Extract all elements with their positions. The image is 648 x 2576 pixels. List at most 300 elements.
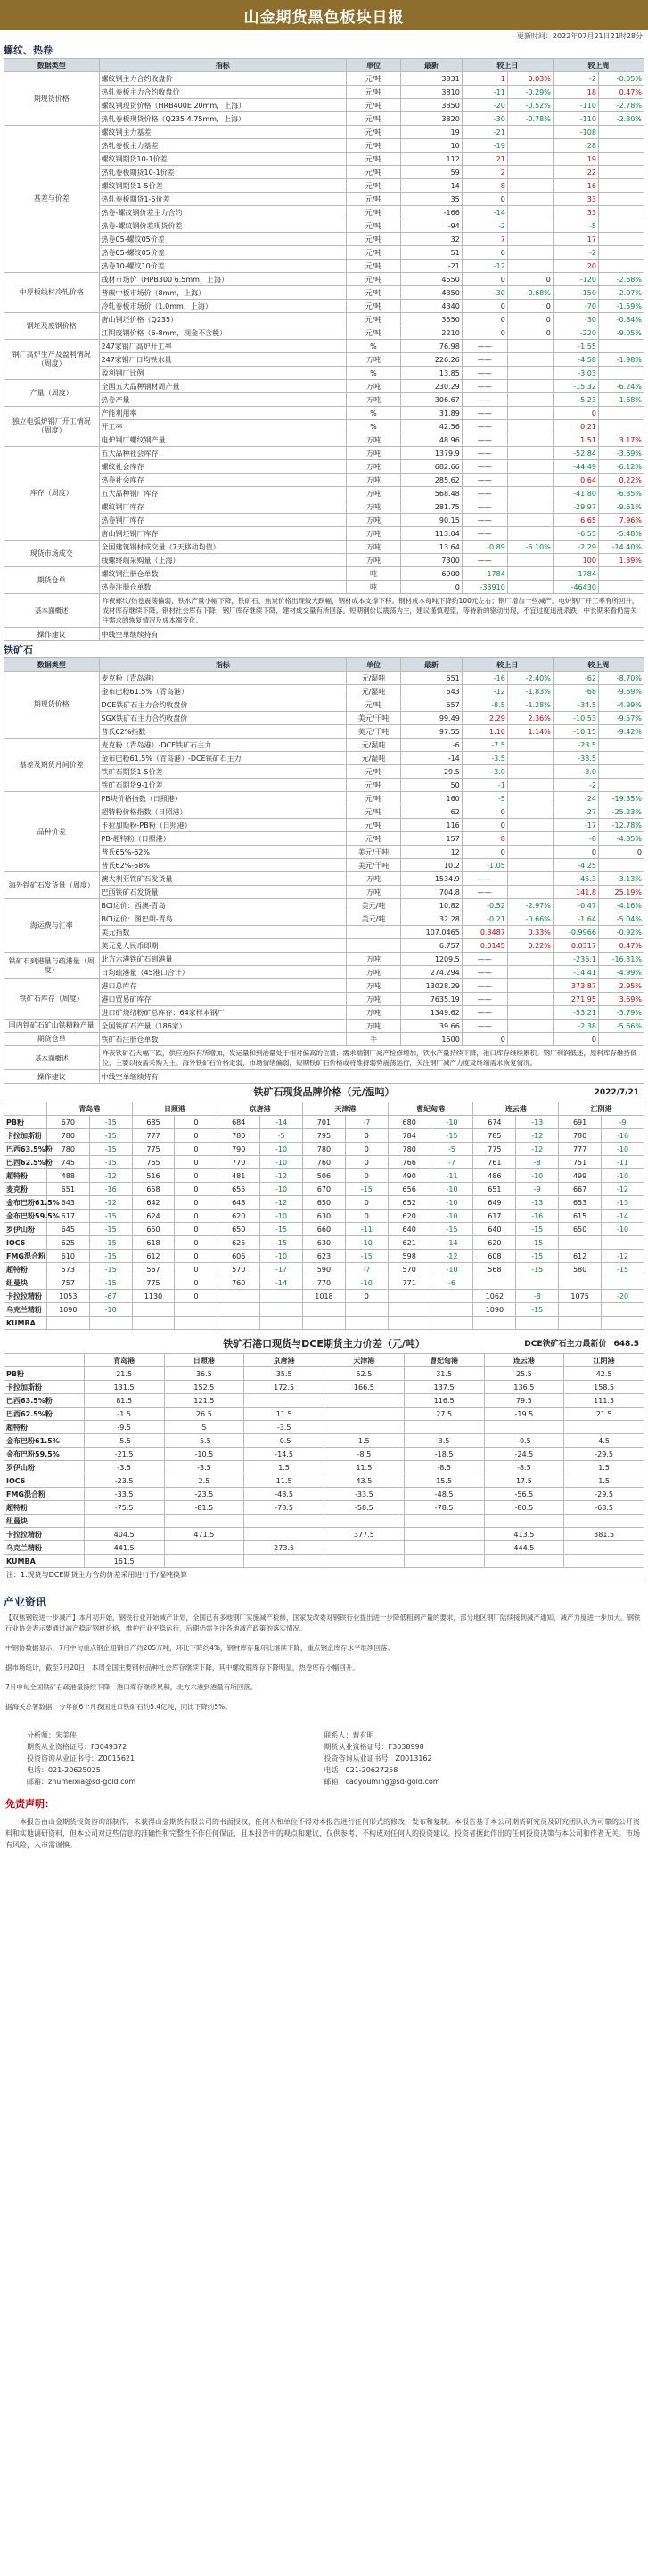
cell: PB-超特粉（日照港） bbox=[99, 832, 346, 846]
table-row bbox=[4, 765, 644, 779]
brand-title-text: 铁矿石现货品牌价格（元/湿吨） bbox=[253, 1086, 395, 1098]
price-cell: 775 bbox=[132, 1143, 175, 1156]
price-cell bbox=[132, 1317, 175, 1330]
table-row bbox=[4, 792, 644, 805]
cell: 157 bbox=[400, 832, 462, 846]
brand-name: IOC6 bbox=[4, 1474, 85, 1488]
cell: 0 bbox=[462, 273, 507, 286]
row-category: 铁矿石库存（周度） bbox=[4, 979, 100, 1020]
price-cell: 655 bbox=[217, 1183, 260, 1196]
brand-price-section bbox=[0, 1084, 648, 1330]
advice-text: 中线空单继续持有 bbox=[99, 628, 644, 641]
cell: 7.96% bbox=[598, 514, 644, 527]
price-cell: -12 bbox=[516, 1129, 559, 1143]
price-cell: 651 bbox=[473, 1183, 516, 1196]
table-row bbox=[4, 286, 644, 300]
cell: 元/吨 bbox=[346, 286, 400, 300]
price-cell: 615 bbox=[559, 1210, 602, 1223]
price-cell: -15 bbox=[516, 1223, 559, 1236]
cell: 普氏62%指数 bbox=[99, 725, 346, 739]
price-cell: -15 bbox=[89, 1236, 132, 1250]
cell: 产能利用率 bbox=[99, 407, 346, 420]
cell: SGX铁矿石主力合约收盘价 bbox=[99, 712, 346, 725]
cell: 元/湿吨 bbox=[346, 739, 400, 752]
cell: -14.40% bbox=[598, 541, 644, 554]
table-row bbox=[4, 460, 644, 474]
cell: -2 bbox=[553, 72, 598, 86]
brand-row bbox=[4, 1290, 644, 1303]
price-cell: 652 bbox=[388, 1196, 431, 1210]
cell: 元/吨 bbox=[346, 832, 400, 846]
price-cell: 481 bbox=[217, 1169, 260, 1183]
brand-table-title bbox=[4, 1084, 644, 1102]
column-header: 指标 bbox=[99, 658, 346, 672]
contact-line: 邮箱：zhumeixia@sd-gold.com bbox=[27, 1778, 136, 1786]
price-cell: 0 bbox=[175, 1210, 217, 1223]
price-cell: 771 bbox=[388, 1276, 431, 1290]
cell bbox=[598, 233, 644, 246]
brand-name: 卡拉拉精粉 bbox=[4, 1290, 47, 1303]
cell: -12 bbox=[462, 260, 507, 273]
basis-cell: 25.5 bbox=[484, 1367, 564, 1381]
cell: 热卷-螺纹钢价差现货价差 bbox=[99, 219, 346, 233]
price-cell: 0 bbox=[345, 1129, 388, 1143]
cell: 0.3487 bbox=[462, 926, 507, 939]
cell: -8 bbox=[553, 832, 598, 846]
cell: 112 bbox=[400, 153, 462, 166]
cell: 116 bbox=[400, 819, 462, 832]
cell: -8.5 bbox=[462, 698, 507, 712]
brand-row bbox=[4, 1183, 644, 1196]
cell: 元/吨 bbox=[346, 126, 400, 139]
basis-cell bbox=[324, 1408, 405, 1421]
cell: 热卷注册仓单数 bbox=[99, 581, 346, 594]
price-cell: -10 bbox=[345, 1276, 388, 1290]
price-cell: 580 bbox=[559, 1263, 602, 1276]
basis-cell: 404.5 bbox=[84, 1528, 164, 1541]
summary-row bbox=[4, 1046, 644, 1070]
basis-cell: 111.5 bbox=[564, 1394, 644, 1408]
cell: —— bbox=[462, 393, 507, 407]
price-cell: 499 bbox=[559, 1169, 602, 1183]
price-cell: 780 bbox=[217, 1129, 260, 1143]
cell: 电炉钢厂螺纹钢产量 bbox=[99, 433, 346, 447]
cell: 0 bbox=[598, 846, 644, 859]
cell bbox=[507, 739, 553, 752]
price-cell: -15 bbox=[516, 1263, 559, 1276]
cell: -6.24% bbox=[598, 380, 644, 393]
price-cell: 650 bbox=[217, 1223, 260, 1236]
brand-name: 纽曼块 bbox=[4, 1515, 85, 1528]
price-cell bbox=[132, 1303, 175, 1317]
brand-row bbox=[4, 1116, 644, 1129]
cell: 0 bbox=[462, 805, 507, 819]
summary-row bbox=[4, 594, 644, 628]
price-cell: -12 bbox=[602, 1250, 644, 1263]
cell bbox=[598, 859, 644, 872]
cell: 373.87 bbox=[553, 979, 598, 993]
price-cell: 590 bbox=[303, 1263, 346, 1276]
table-row bbox=[4, 139, 644, 153]
cell: -9.69% bbox=[598, 685, 644, 698]
price-cell: 625 bbox=[46, 1236, 89, 1250]
cell bbox=[507, 340, 553, 353]
table-row bbox=[4, 1020, 644, 1033]
cell: 7 bbox=[462, 233, 507, 246]
cell: 金布巴粉61.5%（青岛港） bbox=[99, 685, 346, 698]
contact-line: 期货从业资格证号：F3049372 bbox=[27, 1743, 127, 1751]
cell: —— bbox=[462, 554, 507, 567]
cell: -2.38 bbox=[553, 1020, 598, 1033]
cell: -4.99% bbox=[598, 698, 644, 712]
price-cell: 757 bbox=[46, 1276, 89, 1290]
cell: -1.68% bbox=[598, 393, 644, 407]
disclaimer-title: 免责声明： bbox=[5, 1798, 54, 1810]
cell: -16 bbox=[462, 672, 507, 685]
price-cell: -7 bbox=[345, 1116, 388, 1129]
table-row bbox=[4, 685, 644, 698]
basis-cell: 5 bbox=[164, 1421, 244, 1434]
cell: 62 bbox=[400, 805, 462, 819]
basis-row bbox=[4, 1488, 644, 1501]
table-row bbox=[4, 246, 644, 260]
cell: -33.5 bbox=[553, 752, 598, 765]
cell: 2.29 bbox=[462, 712, 507, 725]
basis-cell: -3.5 bbox=[84, 1461, 164, 1474]
basis-row bbox=[4, 1408, 644, 1421]
cell: 热卷钢厂库存 bbox=[99, 514, 346, 527]
brand-row bbox=[4, 1303, 644, 1317]
cell: 超特粉价格指数（日照港） bbox=[99, 805, 346, 819]
price-cell: -15 bbox=[89, 1250, 132, 1263]
cell: -45.3 bbox=[553, 872, 598, 886]
dce-latest-label: DCE铁矿石主力最新价 bbox=[524, 1340, 607, 1349]
contact-block bbox=[0, 1724, 648, 1793]
cell bbox=[507, 500, 553, 514]
cell: -7.5 bbox=[462, 739, 507, 752]
cell: -1.83% bbox=[507, 685, 553, 698]
basis-cell: 381.5 bbox=[564, 1528, 644, 1541]
price-cell: 653 bbox=[559, 1196, 602, 1210]
basis-cell: 21.5 bbox=[564, 1408, 644, 1421]
cell: % bbox=[346, 420, 400, 433]
cell: 热轧卷板现货价格（Q235 4.75mm，上海） bbox=[99, 112, 346, 126]
cell: 元/吨 bbox=[346, 139, 400, 153]
cell: -14 bbox=[462, 206, 507, 219]
price-cell: 0 bbox=[175, 1263, 217, 1276]
advice-row bbox=[4, 628, 644, 641]
table-row bbox=[4, 912, 644, 926]
price-cell: -12 bbox=[89, 1169, 132, 1183]
cell: 元/吨 bbox=[346, 72, 400, 86]
price-cell: -15 bbox=[89, 1210, 132, 1223]
cell: -5 bbox=[462, 792, 507, 805]
cell: 万吨 bbox=[346, 1020, 400, 1033]
basis-cell: 161.5 bbox=[84, 1555, 164, 1568]
cell bbox=[507, 832, 553, 846]
table-row bbox=[4, 581, 644, 594]
basis-cell: 172.5 bbox=[244, 1381, 324, 1394]
price-cell: 642 bbox=[132, 1196, 175, 1210]
basis-cell: -8.5 bbox=[484, 1461, 564, 1474]
brand-date: 2022/7/21 bbox=[594, 1088, 639, 1097]
price-cell: -15 bbox=[345, 1250, 388, 1263]
price-cell: 765 bbox=[132, 1156, 175, 1169]
column-header: 单位 bbox=[346, 59, 400, 72]
price-cell: 680 bbox=[388, 1116, 431, 1129]
cell: 元/吨 bbox=[346, 166, 400, 179]
cell: 巴西铁矿石发货量 bbox=[99, 886, 346, 899]
cell bbox=[598, 206, 644, 219]
price-cell: 745 bbox=[46, 1156, 89, 1169]
cell: -29.97 bbox=[553, 500, 598, 514]
price-cell: 567 bbox=[132, 1263, 175, 1276]
table-row bbox=[4, 805, 644, 819]
cell: 热卷社会库存 bbox=[99, 474, 346, 487]
cell: 99.49 bbox=[400, 712, 462, 725]
basis-cell: -1.5 bbox=[84, 1408, 164, 1421]
cell: 90.15 bbox=[400, 514, 462, 527]
table-row bbox=[4, 112, 644, 126]
price-cell: -14 bbox=[431, 1236, 473, 1250]
cell bbox=[507, 792, 553, 805]
cell: 元/吨 bbox=[346, 300, 400, 313]
section-title: 铁矿石 bbox=[4, 644, 33, 656]
cell: 0 bbox=[553, 1033, 598, 1046]
cell: -2 bbox=[462, 219, 507, 233]
column-header: 较上周 bbox=[553, 59, 644, 72]
price-cell: 760 bbox=[303, 1156, 346, 1169]
cell: -1.64 bbox=[553, 912, 598, 926]
basis-cell: 79.5 bbox=[484, 1394, 564, 1408]
price-cell: -20 bbox=[602, 1290, 644, 1303]
price-cell: -11 bbox=[431, 1169, 473, 1183]
price-cell: 649 bbox=[473, 1196, 516, 1210]
cell: -1.28% bbox=[507, 698, 553, 712]
cell: -4.58 bbox=[553, 353, 598, 367]
cell: 10 bbox=[400, 139, 462, 153]
price-cell: -15 bbox=[89, 1156, 132, 1169]
price-cell: 780 bbox=[559, 1129, 602, 1143]
cell bbox=[507, 353, 553, 367]
cell: -0.47 bbox=[553, 899, 598, 912]
basis-cell: 81.5 bbox=[84, 1394, 164, 1408]
basis-cell bbox=[564, 1421, 644, 1434]
basis-cell bbox=[404, 1541, 484, 1555]
basis-cell bbox=[244, 1394, 324, 1408]
price-cell: -15 bbox=[89, 1223, 132, 1236]
cell: 万吨 bbox=[346, 393, 400, 407]
basis-cell bbox=[324, 1555, 405, 1568]
cell: 1.10 bbox=[462, 725, 507, 739]
cell: 1379.9 bbox=[400, 447, 462, 460]
price-cell: 516 bbox=[132, 1169, 175, 1183]
cell: -5.66% bbox=[598, 1020, 644, 1033]
price-cell: 0 bbox=[175, 1236, 217, 1250]
price-cell bbox=[473, 1276, 516, 1290]
table-row bbox=[4, 420, 644, 433]
basis-cell bbox=[164, 1555, 244, 1568]
cell bbox=[507, 872, 553, 886]
cell bbox=[507, 1020, 553, 1033]
cell: 万吨 bbox=[346, 433, 400, 447]
price-cell: -15 bbox=[431, 1129, 473, 1143]
cell: -19 bbox=[462, 139, 507, 153]
cell: 港口贸易矿库存 bbox=[99, 993, 346, 1006]
cell: 元/吨 bbox=[346, 86, 400, 99]
cell: -8.70% bbox=[598, 672, 644, 685]
cell: -150 bbox=[553, 286, 598, 300]
price-cell: 0 bbox=[175, 1196, 217, 1210]
cell: 274.294 bbox=[400, 966, 462, 979]
cell: -9.57% bbox=[598, 712, 644, 725]
cell: 32.28 bbox=[400, 912, 462, 926]
cell: 普氏62%-58% bbox=[99, 859, 346, 872]
brand-name: 金布巴粉61.5% bbox=[4, 1434, 85, 1448]
cell: 万吨 bbox=[346, 872, 400, 886]
price-cell: -11 bbox=[345, 1223, 388, 1236]
price-cell: 0 bbox=[175, 1116, 217, 1129]
table-row bbox=[4, 993, 644, 1006]
price-cell: -12 bbox=[602, 1183, 644, 1196]
cell: -0.29% bbox=[507, 86, 553, 99]
cell: 螺纹钢期货1-5价差 bbox=[99, 179, 346, 193]
price-cell bbox=[431, 1290, 473, 1303]
cell: 美元兑人民币即期 bbox=[99, 939, 346, 953]
header-row bbox=[4, 59, 644, 72]
contact-card bbox=[324, 1730, 622, 1788]
basis-cell: -48.5 bbox=[244, 1488, 324, 1501]
basis-cell: 17.5 bbox=[484, 1474, 564, 1488]
price-cell: 0 bbox=[175, 1156, 217, 1169]
cell: 0 bbox=[462, 1033, 507, 1046]
cell: -120 bbox=[553, 273, 598, 286]
brand-row bbox=[4, 1156, 644, 1169]
cell: 元/湿吨 bbox=[346, 752, 400, 765]
cell: 万吨 bbox=[346, 487, 400, 500]
cell: 热轧卷板主力合约收盘价 bbox=[99, 86, 346, 99]
basis-cell: -78.5 bbox=[244, 1501, 324, 1515]
contact-line: 投资咨询从业证书号：Z0013162 bbox=[324, 1754, 432, 1763]
cell: -0.89 bbox=[462, 541, 507, 554]
cell: 0.64 bbox=[553, 474, 598, 487]
cell: 冷轧卷板市场价（1.0mm，上海） bbox=[99, 300, 346, 313]
cell: 0 bbox=[462, 300, 507, 313]
news-paragraph: 据海关总署数据，今年前6个月我国进口铁矿石约5.4亿吨，同比下降约5%。 bbox=[5, 1703, 232, 1711]
cell: 唐山钢坯价格（Q235） bbox=[99, 313, 346, 326]
price-cell: 640 bbox=[473, 1223, 516, 1236]
cell: 141.8 bbox=[553, 886, 598, 899]
summary-text: 昨夜铁矿石大幅下跌，供应边际有所增加，发运量和到港量处于相对偏高的位置；需求端钢厂减产检修增加，铁水产量持续下降，港口库存继续累积。钢厂利润低迷，原料库存维持低位，主要以按需采购为主。海外铁矿石价格走弱，市场情绪偏弱，短期铁矿石价格或将维持弱势震荡运行，关注钢厂减产力度及终端需求恢复情况。 bbox=[99, 1046, 644, 1070]
cell: 螺纹钢厂库存 bbox=[99, 500, 346, 514]
price-cell: 648 bbox=[217, 1196, 260, 1210]
brand-name: FMG混合粉 bbox=[4, 1488, 85, 1501]
price-cell: 624 bbox=[132, 1210, 175, 1223]
cell: -10.15 bbox=[553, 725, 598, 739]
price-cell: -8 bbox=[516, 1156, 559, 1169]
table-row bbox=[4, 886, 644, 899]
basis-cell: 1.5 bbox=[324, 1434, 405, 1448]
basis-cell: -10.5 bbox=[164, 1448, 244, 1461]
table-row bbox=[4, 193, 644, 206]
advice-text: 中线空单继续持有 bbox=[99, 1070, 644, 1084]
basis-cell bbox=[244, 1528, 324, 1541]
price-cell: 612 bbox=[132, 1250, 175, 1263]
cell: -53.21 bbox=[553, 1006, 598, 1020]
basis-cell: -24.5 bbox=[484, 1448, 564, 1461]
cell: -19.35% bbox=[598, 792, 644, 805]
cell: 0 bbox=[553, 846, 598, 859]
cell bbox=[598, 367, 644, 380]
price-cell: 761 bbox=[473, 1156, 516, 1169]
cell: 0 bbox=[462, 193, 507, 206]
price-cell: 775 bbox=[132, 1276, 175, 1290]
table-row bbox=[4, 859, 644, 872]
price-cell bbox=[602, 1317, 644, 1330]
cell: 金布巴粉61.5%（青岛港）-DCE铁矿石主力 bbox=[99, 752, 346, 765]
cell bbox=[507, 367, 553, 380]
column-header: 较上日 bbox=[462, 59, 553, 72]
price-cell: 0 bbox=[175, 1223, 217, 1236]
table-row bbox=[4, 153, 644, 166]
basis-cell: 11.5 bbox=[244, 1474, 324, 1488]
cell: 59 bbox=[400, 166, 462, 179]
cell: 6.757 bbox=[400, 939, 462, 953]
price-cell: -10 bbox=[602, 1223, 644, 1236]
cell bbox=[346, 939, 400, 953]
port-header: 京唐港 bbox=[217, 1102, 303, 1116]
price-cell: -15 bbox=[260, 1223, 303, 1236]
brand-name: KUMBA bbox=[4, 1317, 47, 1330]
column-header: 数据类型 bbox=[4, 658, 100, 672]
cell: -14.41 bbox=[553, 966, 598, 979]
cell: 万吨 bbox=[346, 500, 400, 514]
cell: -27 bbox=[553, 805, 598, 819]
cell bbox=[507, 886, 553, 899]
cell: 25.19% bbox=[598, 886, 644, 899]
cell: 万吨 bbox=[346, 514, 400, 527]
price-cell: -11 bbox=[602, 1156, 644, 1169]
cell: 元/吨 bbox=[346, 193, 400, 206]
brand-name: 超特粉 bbox=[4, 1263, 47, 1276]
cell: —— bbox=[462, 500, 507, 514]
price-cell: 751 bbox=[559, 1156, 602, 1169]
cell: 281.75 bbox=[400, 500, 462, 514]
price-cell: 506 bbox=[303, 1169, 346, 1183]
cell: -12.78% bbox=[598, 819, 644, 832]
cell: PB块价格指数（日照港） bbox=[99, 792, 346, 805]
cell: 1.14% bbox=[507, 725, 553, 739]
row-category: 品种价差 bbox=[4, 792, 100, 872]
cell: 美元/干吨 bbox=[346, 712, 400, 725]
cell bbox=[598, 340, 644, 353]
price-cell bbox=[303, 1303, 346, 1317]
cell bbox=[507, 126, 553, 139]
basis-table bbox=[4, 1353, 644, 1581]
industry-news bbox=[0, 1610, 648, 1724]
cell bbox=[507, 153, 553, 166]
cell: 麦克粉（青岛港） bbox=[99, 672, 346, 685]
price-cell bbox=[559, 1236, 602, 1250]
price-cell: 780 bbox=[388, 1143, 431, 1156]
cell: 14 bbox=[400, 179, 462, 193]
basis-cell: -68.5 bbox=[564, 1501, 644, 1515]
cell: -6.12% bbox=[598, 460, 644, 474]
cell: 卡拉加斯粉-PB粉（日照港） bbox=[99, 819, 346, 832]
cell: 线螺终端采购量（上海） bbox=[99, 554, 346, 567]
cell: -2.78% bbox=[598, 99, 644, 112]
price-cell: 0 bbox=[175, 1290, 217, 1303]
